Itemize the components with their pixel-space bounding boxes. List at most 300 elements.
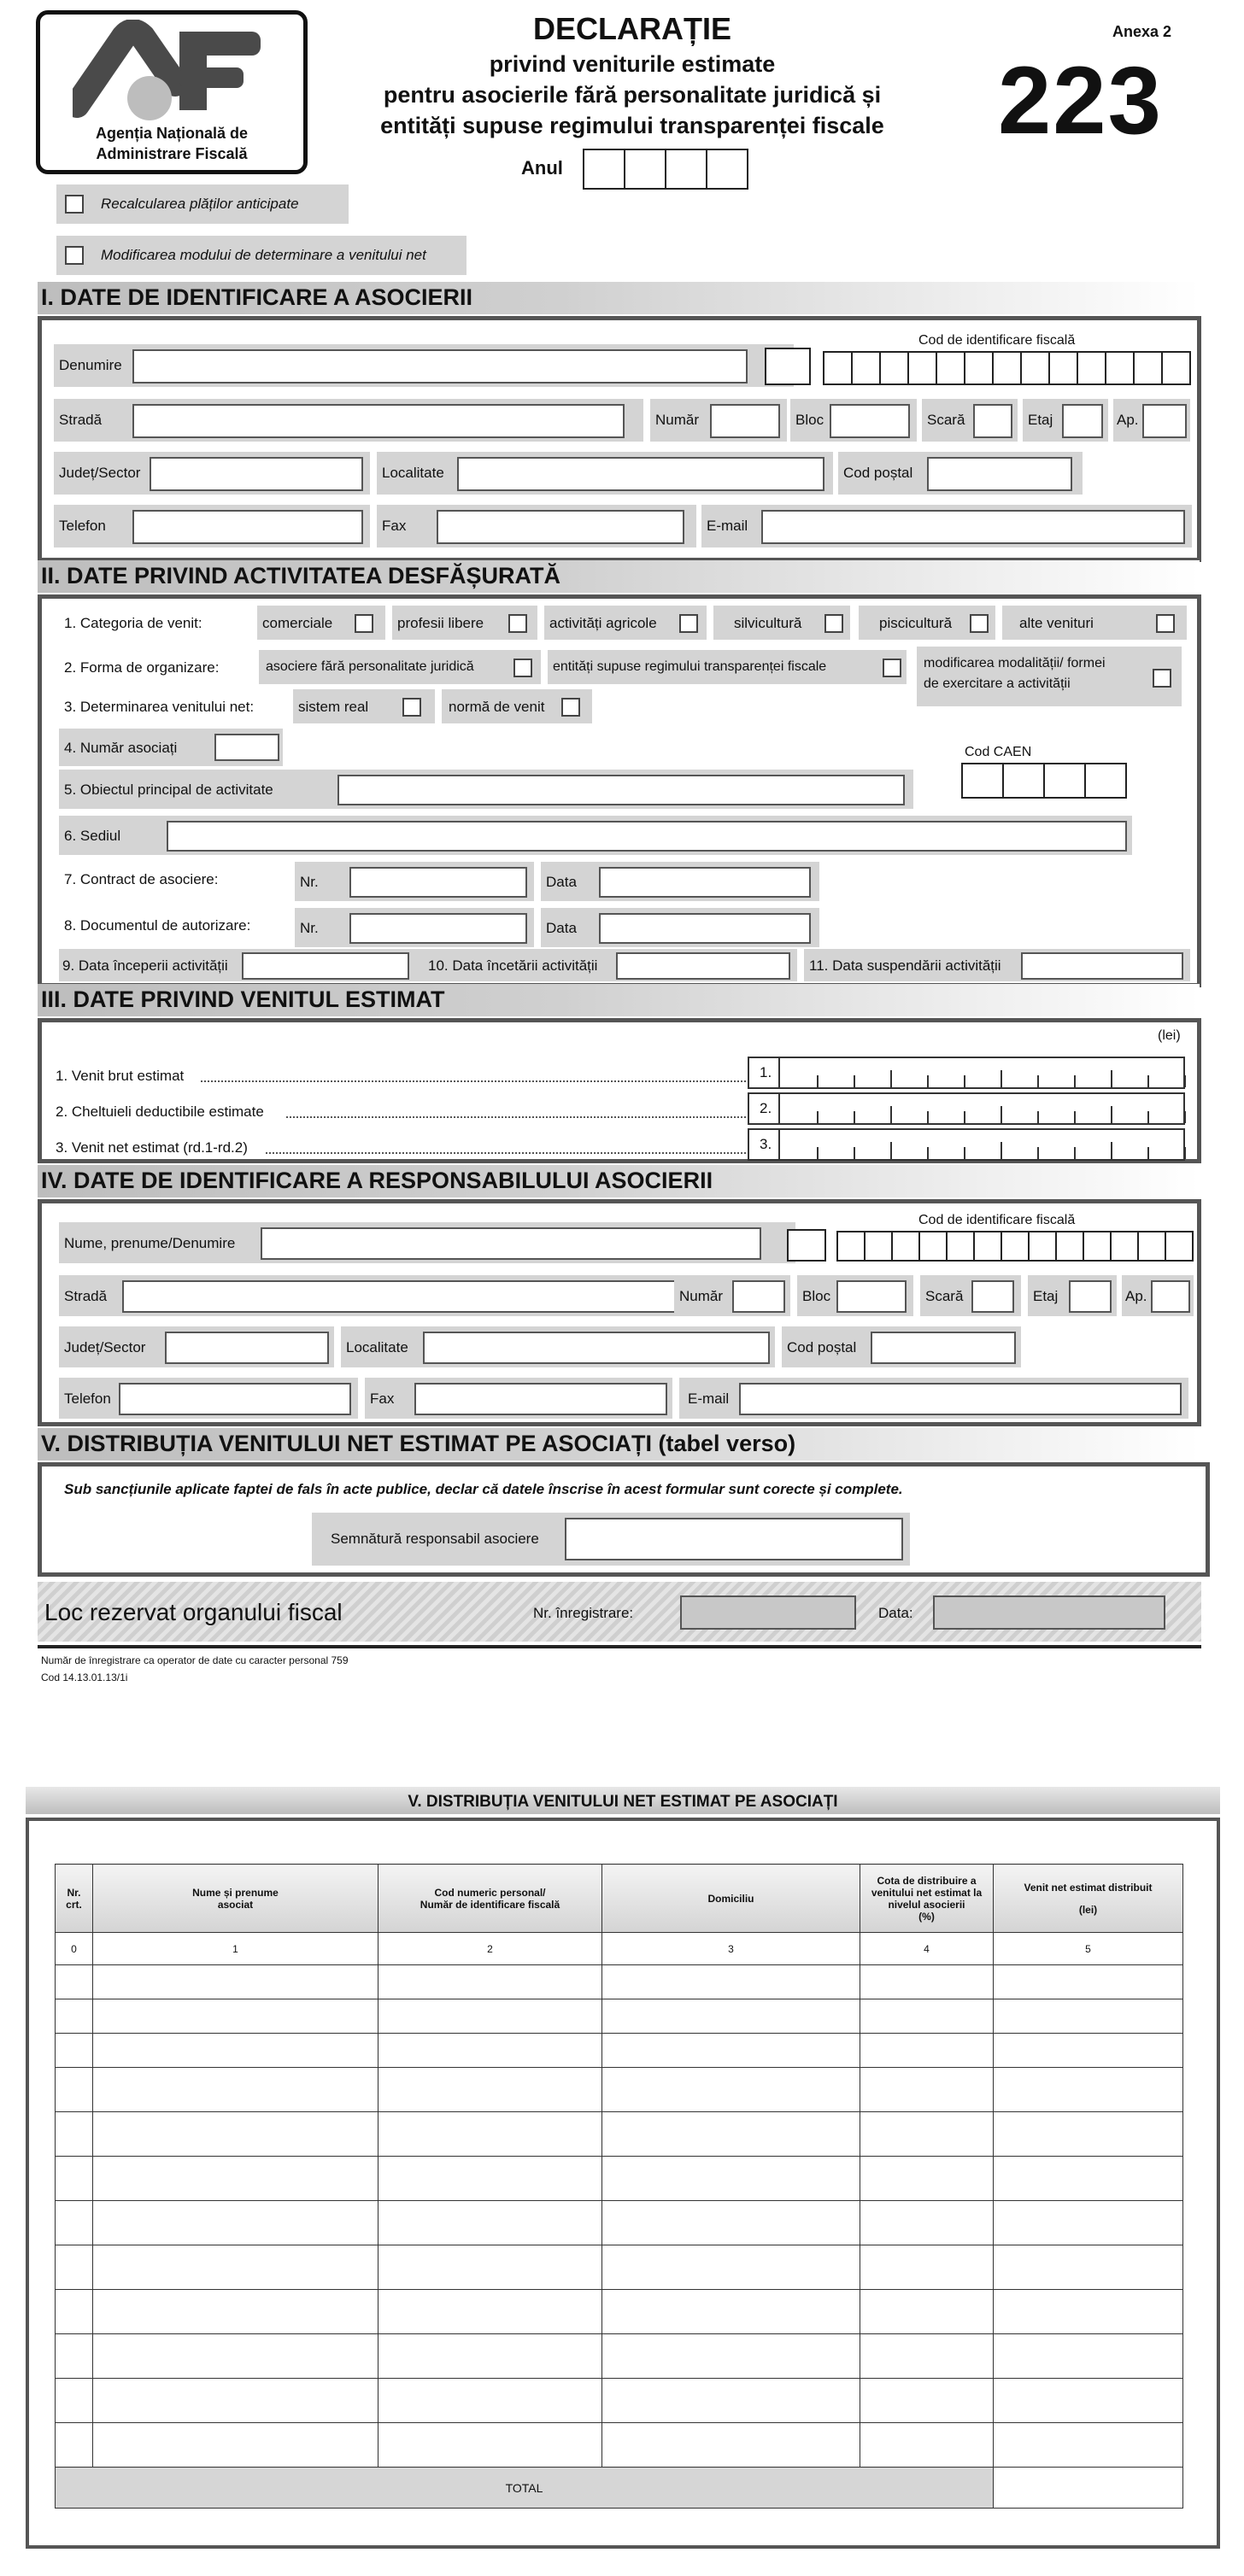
row-3-num: 3.: [748, 1128, 782, 1161]
resp-street-label: Stradă: [64, 1288, 108, 1304]
cat-other-checkbox[interactable]: [1156, 614, 1175, 633]
cat-liberal[interactable]: [392, 606, 537, 640]
deductible-expenses-label: 2. Cheltuieli deductibile estimate: [56, 1104, 264, 1120]
table-row: [56, 2334, 1183, 2379]
resp-email-label: E-mail: [688, 1390, 730, 1407]
resp-phone-field[interactable]: [119, 1383, 351, 1415]
method-norm-checkbox[interactable]: [561, 698, 580, 717]
table-cell[interactable]: [56, 1999, 93, 2034]
digit-separator: [1147, 1075, 1149, 1087]
net-income-method-label: 3. Determinarea venitului net:: [64, 699, 255, 715]
section-2-title: II. DATE PRIVIND ACTIVITATEA DESFĂȘURATĂ: [41, 563, 561, 588]
col-num-1: 1: [93, 1933, 378, 1965]
resp-phone-group: [59, 1378, 358, 1419]
caen-label: Cod CAEN: [965, 745, 1032, 759]
email-field[interactable]: [761, 510, 1185, 544]
resp-postal-label: Cod poștal: [787, 1339, 857, 1355]
total-value-cell[interactable]: [994, 2468, 1183, 2509]
table-cell[interactable]: [602, 2245, 860, 2290]
resp-number-field[interactable]: [732, 1280, 785, 1313]
resp-cif-input[interactable]: [836, 1231, 1194, 1262]
apartment-group: [1113, 399, 1190, 442]
block-field[interactable]: [830, 404, 910, 438]
org-modification-label-1: modificarea modalității/ formei: [924, 656, 1106, 670]
associates-field[interactable]: [214, 734, 279, 761]
fax-label: Fax: [382, 518, 407, 534]
table-cell[interactable]: [860, 2290, 994, 2334]
table-cell[interactable]: [602, 2201, 860, 2245]
table-cell[interactable]: [378, 1999, 602, 2034]
table-cell[interactable]: [860, 2201, 994, 2245]
section-4-header: [38, 1165, 1200, 1197]
table-cell[interactable]: [860, 2334, 994, 2379]
cat-commercial-label: comerciale: [262, 615, 333, 631]
table-row: [56, 2201, 1183, 2245]
anaf-logo-icon: [73, 20, 278, 122]
digit-separator: [890, 1070, 892, 1087]
org-modification-checkbox[interactable]: [1153, 669, 1171, 688]
col-income: Venit net estimat distribuit (lei): [994, 1865, 1183, 1933]
table-cell[interactable]: [93, 2034, 378, 2068]
cif-label: Cod de identificare fiscală: [918, 333, 1076, 348]
contract-date-field[interactable]: [599, 867, 811, 898]
column-number-row: [56, 1933, 1183, 1965]
verso-title: V. DISTRIBUȚIA VENITULUI NET ESTIMAT PE ASOCIAȚI: [408, 1793, 838, 1811]
table-cell[interactable]: [994, 2201, 1183, 2245]
cat-commercial-checkbox[interactable]: [355, 614, 373, 633]
digit-separator: [817, 1111, 819, 1123]
gross-income-field[interactable]: [778, 1057, 1185, 1089]
org-association-label: asociere fără personalitate juridică: [266, 659, 474, 674]
activity-object-field[interactable]: [337, 775, 905, 805]
table-row: [56, 2034, 1183, 2068]
logo-line2: Administrare Fiscală: [96, 145, 248, 162]
table-cell[interactable]: [93, 2423, 378, 2468]
table-cell[interactable]: [994, 1999, 1183, 2034]
table-cell[interactable]: [994, 2157, 1183, 2201]
resp-number-label: Număr: [679, 1288, 724, 1304]
col-cnp: Cod numeric personal/ Număr de identificare fiscală: [378, 1865, 602, 1933]
postal-code-group: [838, 452, 1083, 495]
col-num-0: 0: [56, 1933, 93, 1965]
cat-other-label: alte venituri: [1019, 615, 1094, 631]
phone-field[interactable]: [132, 510, 363, 544]
table-cell[interactable]: [860, 2112, 994, 2157]
resp-fax-label: Fax: [370, 1390, 395, 1407]
table-cell[interactable]: [994, 2034, 1183, 2068]
email-label: E-mail: [707, 518, 748, 534]
table-cell[interactable]: [93, 2245, 378, 2290]
locality-label: Localitate: [382, 465, 444, 481]
table-cell[interactable]: [378, 2201, 602, 2245]
resp-block-group: [797, 1275, 913, 1316]
form-subtitle-3: entități supuse regimului transparenței fiscale: [380, 113, 884, 138]
declaration-statement: Sub sancțiunile aplicate faptei de fals în acte publice, declar că datele înscrise în acest formular sunt corecte și complete.: [64, 1481, 903, 1497]
postal-code-field[interactable]: [927, 457, 1072, 491]
resp-street-field[interactable]: [122, 1280, 678, 1313]
form-title: DECLARAȚIE: [533, 11, 731, 46]
end-date-group: [423, 949, 797, 981]
digit-separator: [854, 1147, 855, 1159]
annex-label: Anexa 2: [1112, 23, 1172, 40]
org-association-checkbox[interactable]: [513, 659, 532, 677]
contract-date-group: [541, 862, 819, 901]
recalculation-checkbox[interactable]: [65, 195, 84, 214]
table-row: [56, 2157, 1183, 2201]
resp-county-field[interactable]: [165, 1332, 329, 1364]
method-norm[interactable]: [442, 689, 592, 723]
locality-group: [377, 452, 833, 495]
auth-nr-group: [295, 908, 534, 947]
total-label: TOTAL: [56, 2468, 994, 2509]
cat-commercial[interactable]: [257, 606, 385, 640]
headquarters-group: [59, 816, 1132, 855]
resp-name-group: [59, 1222, 795, 1263]
cat-forestry[interactable]: [713, 606, 850, 640]
section-5-frame: [38, 1462, 1210, 1577]
resp-staircase-group: [920, 1275, 1021, 1316]
table-cell[interactable]: [602, 2334, 860, 2379]
digit-separator: [927, 1147, 929, 1159]
org-modification[interactable]: [917, 647, 1182, 706]
net-income-label: 3. Venit net estimat (rd.1-rd.2): [56, 1139, 248, 1156]
end-date-field[interactable]: [616, 952, 790, 980]
digit-separator: [1037, 1111, 1039, 1123]
table-cell[interactable]: [994, 1965, 1183, 1999]
cat-fishery[interactable]: [859, 606, 995, 640]
method-real-label: sistem real: [298, 699, 369, 715]
section-1-title: I. DATE DE IDENTIFICARE A ASOCIERII: [41, 284, 473, 310]
resp-name-field[interactable]: [261, 1227, 761, 1260]
cat-forestry-checkbox[interactable]: [824, 614, 843, 633]
contract-label: 7. Contract de asociere:: [64, 871, 219, 887]
email-group: [701, 505, 1192, 547]
digit-separator: [1111, 1106, 1112, 1123]
table-row: [56, 2423, 1183, 2468]
digit-separator: [1074, 1075, 1076, 1087]
auth-date-field[interactable]: [599, 913, 811, 944]
resp-fax-group: [365, 1378, 672, 1419]
resp-number-group: [674, 1275, 790, 1316]
table-row: [56, 1965, 1183, 1999]
table-cell[interactable]: [378, 1965, 602, 1999]
contract-date-label: Data: [546, 874, 577, 890]
resp-fax-field[interactable]: [414, 1383, 667, 1415]
table-cell[interactable]: [994, 2334, 1183, 2379]
table-cell[interactable]: [378, 2157, 602, 2201]
divider: [38, 1645, 1201, 1648]
cat-liberal-checkbox[interactable]: [508, 614, 527, 633]
col-domicile: Domiciliu: [602, 1865, 860, 1933]
resp-locality-label: Localitate: [346, 1339, 408, 1355]
table-cell[interactable]: [56, 2245, 93, 2290]
gross-income-leader: [201, 1080, 753, 1082]
section-1-frame: [38, 316, 1201, 562]
table-row: [56, 1999, 1183, 2034]
table-cell[interactable]: [602, 2157, 860, 2201]
street-field[interactable]: [132, 404, 625, 438]
number-label: Număr: [655, 412, 700, 428]
signature-group: [312, 1513, 910, 1566]
table-cell[interactable]: [860, 2423, 994, 2468]
cat-fishery-label: piscicultură: [879, 615, 953, 631]
name-group: [54, 344, 794, 387]
digit-separator: [890, 1142, 892, 1159]
table-cell[interactable]: [378, 2423, 602, 2468]
apartment-field[interactable]: [1142, 404, 1187, 438]
row-1-num: 1.: [748, 1057, 782, 1089]
activity-object-group: [59, 770, 913, 809]
method-real-checkbox[interactable]: [402, 698, 421, 717]
resp-apartment-field[interactable]: [1151, 1280, 1190, 1313]
year-input[interactable]: [583, 149, 748, 190]
table-cell[interactable]: [602, 2379, 860, 2423]
table-cell[interactable]: [602, 1965, 860, 1999]
table-cell[interactable]: [860, 1965, 994, 1999]
table-cell[interactable]: [602, 1999, 860, 2034]
reg-date-field: [933, 1595, 1165, 1630]
section-5-header: [38, 1428, 1200, 1461]
digit-separator: [927, 1075, 929, 1087]
street-label: Stradă: [59, 412, 103, 428]
cif-prefix-box[interactable]: [765, 348, 811, 385]
recalculation-label: Recalcularea plăților anticipate: [101, 196, 299, 212]
resp-email-group: [679, 1378, 1188, 1419]
locality-field[interactable]: [457, 457, 824, 491]
cat-fishery-checkbox[interactable]: [970, 614, 989, 633]
table-cell[interactable]: [93, 2334, 378, 2379]
contract-nr-label: Nr.: [300, 874, 319, 890]
modify-method-label: Modificarea modului de determinare a venitului net: [101, 247, 426, 263]
year-label: Anul: [521, 157, 563, 179]
reg-date-label: Data:: [878, 1605, 913, 1621]
distribution-table: [55, 1864, 1183, 2509]
deductible-expenses-leader: [286, 1116, 753, 1118]
table-cell[interactable]: [602, 2290, 860, 2334]
table-cell[interactable]: [378, 2068, 602, 2112]
resp-county-label: Județ/Sector: [64, 1339, 146, 1355]
resp-name-label: Nume, prenume/Denumire: [64, 1235, 236, 1251]
table-cell[interactable]: [378, 2245, 602, 2290]
headquarters-label: 6. Sediul: [64, 828, 121, 844]
table-cell[interactable]: [93, 2379, 378, 2423]
associates-group: [59, 729, 283, 766]
table-cell[interactable]: [93, 1999, 378, 2034]
floor-field[interactable]: [1062, 404, 1103, 438]
county-group: [54, 452, 370, 495]
col-name: Nume și prenume asociat: [93, 1865, 378, 1933]
section-4-frame: [38, 1199, 1201, 1426]
table-cell[interactable]: [602, 2068, 860, 2112]
floor-group: [1023, 399, 1108, 442]
digit-separator: [854, 1111, 855, 1123]
table-cell[interactable]: [860, 2068, 994, 2112]
resp-staircase-field[interactable]: [971, 1280, 1014, 1313]
cat-forestry-label: silvicultură: [734, 615, 802, 631]
reg-number-label: Nr. înregistrare:: [533, 1605, 634, 1621]
caen-input[interactable]: [961, 763, 1127, 799]
form-number: 223: [998, 47, 1163, 154]
table-cell[interactable]: [93, 2157, 378, 2201]
org-association[interactable]: [259, 650, 541, 684]
resp-apartment-label: Ap.: [1125, 1288, 1147, 1304]
resp-cif-prefix-box[interactable]: [787, 1229, 826, 1262]
digit-separator: [1184, 1147, 1186, 1159]
table-cell[interactable]: [93, 2290, 378, 2334]
table-cell[interactable]: [378, 2379, 602, 2423]
cat-agricultural[interactable]: [544, 606, 707, 640]
table-cell[interactable]: [56, 2112, 93, 2157]
col-num-5: 5: [994, 1933, 1183, 1965]
table-cell[interactable]: [378, 2334, 602, 2379]
staircase-field[interactable]: [973, 404, 1012, 438]
section-2-frame: [38, 594, 1201, 987]
table-cell[interactable]: [56, 2201, 93, 2245]
table-cell[interactable]: [93, 2201, 378, 2245]
table-cell[interactable]: [994, 2379, 1183, 2423]
digit-separator: [1037, 1075, 1039, 1087]
headquarters-field[interactable]: [167, 821, 1127, 852]
table-cell[interactable]: [860, 2157, 994, 2201]
resp-county-group: [59, 1326, 334, 1367]
resp-street-group: [59, 1275, 686, 1316]
digit-separator: [1074, 1147, 1076, 1159]
col-num-2: 2: [378, 1933, 602, 1965]
signature-field[interactable]: [565, 1518, 903, 1560]
table-cell[interactable]: [56, 2334, 93, 2379]
modify-method-checkbox[interactable]: [65, 246, 84, 265]
option-modify-method[interactable]: [56, 236, 466, 275]
section-4-title: IV. DATE DE IDENTIFICARE A RESPONSABILULUI ASOCIERII: [41, 1168, 713, 1193]
end-date-label: 10. Data încetării activității: [428, 957, 598, 974]
suspension-date-field[interactable]: [1021, 952, 1183, 980]
digit-separator: [964, 1111, 965, 1123]
table-cell[interactable]: [994, 2245, 1183, 2290]
cat-other[interactable]: [1002, 606, 1187, 640]
table-cell[interactable]: [602, 2423, 860, 2468]
digit-separator: [1111, 1142, 1112, 1159]
digit-separator: [1037, 1147, 1039, 1159]
contract-nr-field[interactable]: [349, 867, 527, 898]
cat-agricultural-checkbox[interactable]: [679, 614, 698, 633]
table-cell[interactable]: [93, 2068, 378, 2112]
start-date-field[interactable]: [242, 952, 409, 980]
table-cell[interactable]: [56, 2379, 93, 2423]
col-num-4: 4: [860, 1933, 994, 1965]
gross-income-label: 1. Venit brut estimat: [56, 1068, 185, 1084]
logo: [36, 10, 308, 174]
table-cell[interactable]: [994, 2423, 1183, 2468]
auth-date-group: [541, 908, 819, 947]
name-label: Denumire: [59, 357, 122, 373]
digit-separator: [1000, 1142, 1002, 1159]
table-cell[interactable]: [378, 2034, 602, 2068]
table-cell[interactable]: [602, 2034, 860, 2068]
table-cell[interactable]: [93, 1965, 378, 1999]
staircase-group: [922, 399, 1018, 442]
form-subtitle-1: privind veniturile estimate: [489, 51, 776, 77]
name-field[interactable]: [132, 349, 748, 383]
table-cell[interactable]: [56, 1965, 93, 1999]
table-cell[interactable]: [56, 2290, 93, 2334]
table-cell[interactable]: [860, 2034, 994, 2068]
net-income-field[interactable]: [778, 1128, 1185, 1161]
digit-separator: [964, 1075, 965, 1087]
col-nr: Nr. crt.: [56, 1865, 93, 1933]
section-3-frame: [38, 1018, 1201, 1163]
method-norm-label: normă de venit: [449, 699, 545, 715]
table-cell[interactable]: [602, 2112, 860, 2157]
method-real[interactable]: [293, 689, 435, 723]
table-cell[interactable]: [860, 2245, 994, 2290]
street-group: [54, 399, 643, 442]
resp-floor-field[interactable]: [1069, 1280, 1112, 1313]
resp-email-field[interactable]: [739, 1383, 1182, 1415]
org-transparent-checkbox[interactable]: [883, 659, 901, 677]
table-row: [56, 2290, 1183, 2334]
table-cell[interactable]: [56, 2423, 93, 2468]
income-category-label: 1. Categoria de venit:: [64, 615, 202, 631]
verso-header: [26, 1787, 1220, 1814]
table-cell[interactable]: [860, 1999, 994, 2034]
resp-postal-group: [782, 1326, 1021, 1367]
row-2-num: 2.: [748, 1092, 782, 1125]
auth-nr-field[interactable]: [349, 913, 527, 944]
resp-floor-label: Etaj: [1033, 1288, 1059, 1304]
deductible-expenses-field[interactable]: [778, 1092, 1185, 1125]
resp-postal-field[interactable]: [871, 1332, 1016, 1364]
table-cell[interactable]: [56, 2157, 93, 2201]
table-cell[interactable]: [994, 2290, 1183, 2334]
reserved-area: [38, 1582, 1201, 1642]
digit-separator: [854, 1075, 855, 1087]
table-cell[interactable]: [93, 2112, 378, 2157]
resp-locality-field[interactable]: [423, 1332, 770, 1364]
resp-block-field[interactable]: [836, 1280, 907, 1313]
table-cell[interactable]: [994, 2068, 1183, 2112]
reg-number-field: [680, 1595, 856, 1630]
logo-line1: Agenția Națională de: [95, 125, 249, 142]
cif-input[interactable]: [823, 351, 1191, 385]
table-cell[interactable]: [994, 2112, 1183, 2157]
option-recalculation[interactable]: [56, 184, 349, 224]
table-row: [56, 2112, 1183, 2157]
number-field[interactable]: [710, 404, 780, 438]
county-field[interactable]: [150, 457, 363, 491]
county-label: Județ/Sector: [59, 465, 141, 481]
auth-nr-label: Nr.: [300, 920, 319, 936]
start-date-label: 9. Data începerii activității: [62, 957, 228, 974]
table-cell[interactable]: [378, 2112, 602, 2157]
table-cell[interactable]: [56, 2068, 93, 2112]
total-row: [56, 2468, 1183, 2509]
authorization-label: 8. Documentul de autorizare:: [64, 917, 251, 934]
org-modification-label-2: de exercitare a activității: [924, 676, 1071, 691]
staircase-label: Scară: [927, 412, 965, 428]
resp-floor-group: [1028, 1275, 1117, 1316]
phone-label: Telefon: [59, 518, 106, 534]
table-cell[interactable]: [378, 2290, 602, 2334]
resp-locality-group: [341, 1326, 775, 1367]
verso-frame: [26, 1818, 1220, 2549]
block-group: [790, 399, 917, 442]
table-cell[interactable]: [860, 2379, 994, 2423]
fax-field[interactable]: [437, 510, 684, 544]
table-cell[interactable]: [56, 2034, 93, 2068]
org-transparent[interactable]: [548, 650, 907, 684]
table-header-row: [56, 1865, 1183, 1933]
digit-separator: [927, 1111, 929, 1123]
